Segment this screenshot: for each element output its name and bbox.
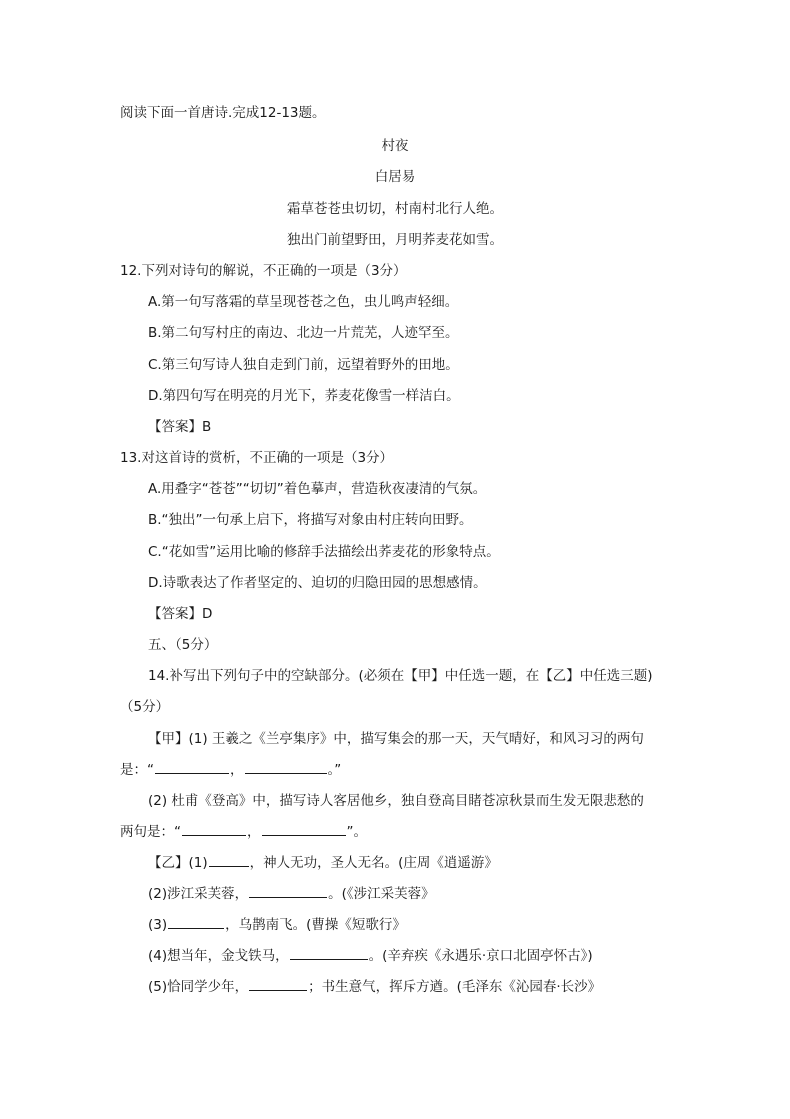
question-14-jia-2-line-a: (2) 杜甫《登高》中，描写诗人客居他乡，独自登高目睹苍凉秋景而生发无限悲愁的 xyxy=(148,793,644,809)
yi-4-prefix: (4)想当年，金戈铁马， xyxy=(148,948,289,964)
poem-line-2: 独出门前望野田，月明荞麦花如雪。 xyxy=(287,232,503,248)
answer-blank[interactable] xyxy=(182,823,246,836)
question-12-option-b: B.第二句写村庄的南边、北边一片荒芜，人迹罕至。 xyxy=(148,325,459,341)
question-13-option-c: C.“花如雪”运用比喻的修辞手法描绘出荞麦花的形象特点。 xyxy=(148,544,500,560)
question-14-yi-3 xyxy=(148,916,406,934)
question-14-score: （5分） xyxy=(120,699,170,715)
question-14-jia-1-line-a: 【甲】(1) 王羲之《兰亭集序》中，描写集会的那一天，天气晴好，和风习习的两句 xyxy=(148,731,644,747)
question-14-jia-2-line-b xyxy=(120,823,367,841)
answer-blank[interactable] xyxy=(249,885,327,898)
question-12-option-d: D.第四句写在明亮的月光下，荞麦花像雪一样洁白。 xyxy=(148,388,460,404)
poem-title: 村夜 xyxy=(381,138,409,154)
answer-blank[interactable] xyxy=(262,823,346,836)
question-13-option-b: B.“独出”一句承上启下，将描写对象由村庄转向田野。 xyxy=(148,512,473,528)
section-five-heading: 五、（5分） xyxy=(148,637,218,653)
jia-1-prefix: 是：“ xyxy=(120,762,154,778)
yi-1-suffix: ，神人无功，圣人无名。(庄周《逍遥游》 xyxy=(249,855,498,871)
yi-3-suffix: ，乌鹊南飞。(曹操《短歌行》 xyxy=(225,917,406,933)
question-12-stem: 12.下列对诗句的解说，不正确的一项是（3分） xyxy=(120,263,407,279)
yi-4-suffix: 。(辛弃疾《永遇乐·京口北固亭怀古》) xyxy=(368,948,593,964)
question-14-yi-2 xyxy=(148,885,435,903)
question-14-yi-5 xyxy=(148,978,601,996)
answer-blank[interactable] xyxy=(249,978,307,991)
question-14-yi-4 xyxy=(148,947,593,965)
question-14-yi-1 xyxy=(148,854,498,872)
yi-5-prefix: (5)恰同学少年， xyxy=(148,979,249,995)
answer-blank[interactable] xyxy=(155,761,229,774)
yi-3-prefix: (3) xyxy=(148,917,168,933)
reading-intro: 阅读下面一首唐诗.完成12-13题。 xyxy=(120,105,326,121)
jia-2-prefix: 两句是：“ xyxy=(120,824,181,840)
question-13-option-a: A.用叠字“苍苍”“切切”着色摹声，营造秋夜凄清的气氛。 xyxy=(148,481,487,497)
answer-blank[interactable] xyxy=(209,854,249,867)
jia-2-suffix: ”。 xyxy=(346,824,367,840)
answer-blank[interactable] xyxy=(168,916,224,929)
answer-blank[interactable] xyxy=(290,947,368,960)
comma: ， xyxy=(247,824,261,840)
question-13-option-d: D.诗歌表达了作者坚定的、迫切的归隐田园的思想感情。 xyxy=(148,575,487,591)
question-12-option-c: C.第三句写诗人独自走到门前，远望着野外的田地。 xyxy=(148,357,459,373)
yi-5-suffix: ；书生意气，挥斥方遒。(毛泽东《沁园春·长沙》 xyxy=(308,979,602,995)
question-14-stem: 14.补写出下列句子中的空缺部分。(必须在【甲】中任选一题，在【乙】中任选三题) xyxy=(148,668,653,684)
jia-1-suffix: 。” xyxy=(327,762,342,778)
yi-2-prefix: (2)涉江采芙蓉， xyxy=(148,886,249,902)
answer-blank[interactable] xyxy=(245,761,327,774)
yi-2-suffix: 。(《涉江采芙蓉》 xyxy=(328,886,435,902)
question-14-jia-1-line-b xyxy=(120,761,341,779)
yi-1-prefix: 【乙】(1) xyxy=(148,855,208,871)
poem-line-1: 霜草苍苍虫切切，村南村北行人绝。 xyxy=(287,201,503,217)
question-13-stem: 13.对这首诗的赏析，不正确的一项是（3分） xyxy=(120,450,394,466)
question-12-option-a: A.第一句写落霜的草呈现苍苍之色，虫儿鸣声轻细。 xyxy=(148,294,459,310)
poem-author: 白居易 xyxy=(374,169,416,185)
comma: ， xyxy=(230,762,244,778)
question-12-answer: 【答案】B xyxy=(148,419,212,435)
question-13-answer: 【答案】D xyxy=(148,606,213,622)
